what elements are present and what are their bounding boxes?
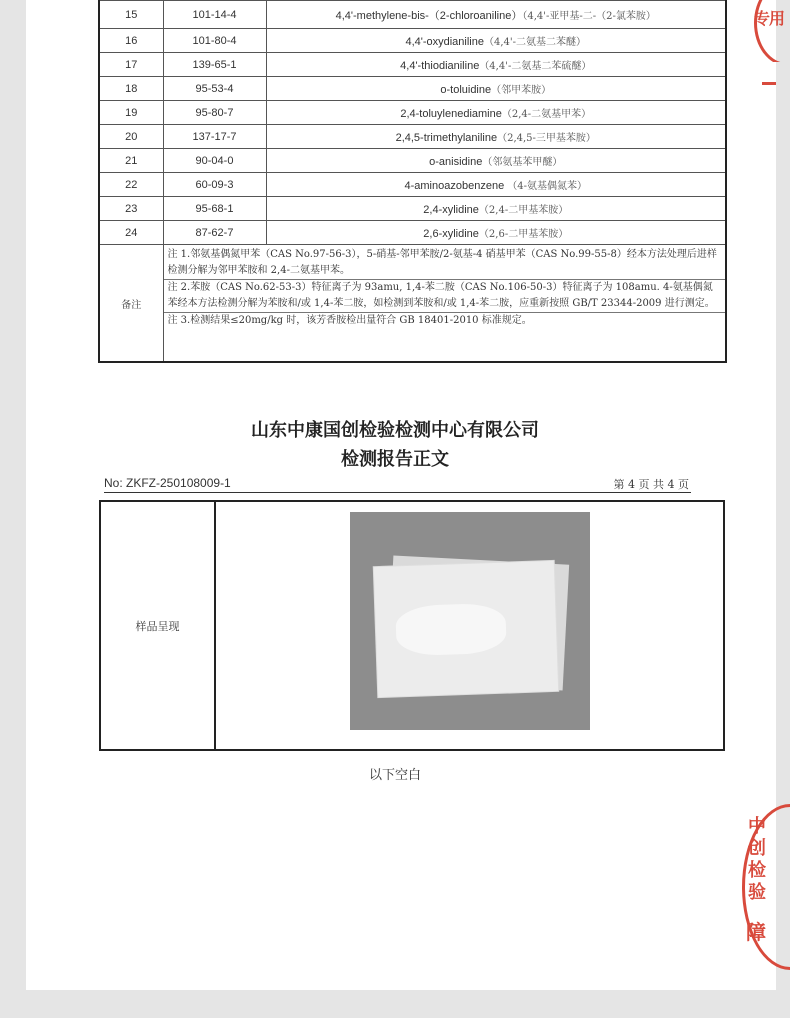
cas-number: 95-53-4 (163, 77, 266, 101)
amine-name (266, 221, 726, 245)
amine-english-name: 2,4-toluylenediamine (400, 108, 502, 120)
amine-chinese-name: （邻甲苯胺） (491, 85, 552, 96)
page-info: 第 4 页 共 4 页 (613, 478, 689, 491)
amine-english-name: 4-aminoazobenzene (404, 180, 508, 192)
amine-chinese-name: （邻氨基苯甲醚） (482, 157, 563, 168)
row-number: 18 (99, 77, 163, 101)
cas-number: 101-14-4 (163, 1, 266, 29)
cas-number: 95-80-7 (163, 101, 266, 125)
amine-chinese-name: （4-氨基偶氮苯） (507, 181, 587, 192)
amine-chinese-name: （4,4'-亚甲基-二-（2-氯苯胺） (522, 10, 656, 22)
amine-name (266, 1, 726, 29)
table-row (99, 77, 726, 101)
red-seal-stamp-bottom (738, 798, 790, 970)
red-seal-mark (762, 82, 776, 85)
report-title: 检测报告正文 (341, 449, 449, 470)
column-divider (214, 502, 216, 749)
cas-number: 60-09-3 (163, 173, 266, 197)
cas-number: 139-65-1 (163, 53, 266, 77)
amine-english-name: 2,4,5-trimethylaniline (395, 132, 498, 144)
amine-chinese-name: （4,4'-二氨基二苯醚） (484, 37, 587, 48)
amine-name (266, 77, 726, 101)
plastic-bag-sample (374, 561, 558, 697)
table-row (99, 1, 726, 29)
amine-english-name: 4,4'-thiodianiline (400, 60, 480, 72)
amine-english-name: 4,4'-oxydianiline (405, 36, 484, 48)
amine-english-name: o-anisidine (429, 156, 483, 168)
table-row (99, 29, 726, 53)
row-number: 23 (99, 197, 163, 221)
row-number: 22 (99, 173, 163, 197)
cas-number: 87-62-7 (163, 221, 266, 245)
aromatic-amines-table (98, 0, 727, 363)
table-row (99, 197, 726, 221)
cas-number: 137-17-7 (163, 125, 266, 149)
row-number: 20 (99, 125, 163, 149)
row-number: 24 (99, 221, 163, 245)
amine-chinese-name: （2,4-二氨基甲苯） (501, 109, 592, 120)
table-row (99, 101, 726, 125)
notes-row (99, 245, 726, 363)
amine-name (266, 125, 726, 149)
table-row (99, 125, 726, 149)
note-1: 注 1.邻氨基偶氮甲苯（CAS No.97-56-3），5-硝基-邻甲苯胺/2-氨基-4 硝基甲苯（CAS No.99-55-8）经本方法处理后进样检测分解为邻甲苯胺和 2,4-二氨基甲苯。 (167, 249, 717, 276)
table-row (99, 149, 726, 173)
table-row (99, 221, 726, 245)
amine-english-name: o-toluidine (440, 84, 492, 96)
amine-name (266, 149, 726, 173)
amine-chinese-name: （4,4'-二氨基二苯硫醚） (479, 61, 592, 72)
table-row (99, 53, 726, 77)
row-number: 17 (99, 53, 163, 77)
amine-chinese-name: （2,4-二甲基苯胺） (478, 205, 569, 216)
company-name: 山东中康国创检验检测中心有限公司 (251, 420, 539, 441)
row-number: 15 (99, 1, 163, 29)
amine-english-name: 2,4-xylidine (423, 204, 479, 216)
row-number: 21 (99, 149, 163, 173)
amine-chinese-name: （2,6-二甲基苯胺） (478, 229, 569, 240)
seal-text-top: 专用 (754, 9, 785, 28)
amine-name (266, 197, 726, 221)
note-2: 注 2.苯胺（CAS No.62-53-3）特征离子为 93amu, 1,4-苯二胺（CAS No.106-50-3）特征离子为 108amu. 4-氨基偶氮苯经本方法检测分解为苯胺和/或 1,4-苯二胺，如检测到苯胺和/或 1,4-苯二胺，应重新按照 GB/T 23344-2009 进行测定。 (164, 279, 726, 312)
amine-name (266, 101, 726, 125)
amine-chinese-name: （2,4,5-三甲基苯胺） (497, 133, 596, 144)
row-number: 16 (99, 29, 163, 53)
red-seal-stamp-top (746, 0, 790, 62)
amine-english-name: 4,4'-methylene-bis-（2-chloroaniline） (335, 9, 523, 22)
notes-label: 备注 (99, 245, 163, 363)
cas-number: 90-04-0 (163, 149, 266, 173)
amine-table-body (99, 1, 726, 245)
row-number: 19 (99, 101, 163, 125)
cas-number: 101-80-4 (163, 29, 266, 53)
bag-sheen (395, 603, 507, 657)
notes-cell (163, 245, 726, 363)
cas-number: 95-68-1 (163, 197, 266, 221)
table-row (99, 173, 726, 197)
amine-name (266, 29, 726, 53)
seal-text-bottom-2: 障 (746, 920, 766, 944)
sample-presentation-box (99, 500, 725, 751)
report-meta-row (104, 476, 691, 493)
sample-photo (350, 512, 590, 730)
sample-label: 样品呈现 (135, 620, 180, 633)
note-3: 注 3.检测结果≤20mg/kg 时，该芳香胺检出量符合 GB 18401-2010 标准规定。 (164, 312, 726, 329)
blank-below-note: 以下空白 (368, 768, 421, 783)
amine-name (266, 173, 726, 197)
amine-english-name: 2,6-xylidine (423, 228, 479, 240)
report-number: No: ZKFZ-250108009-1 (104, 476, 231, 490)
seal-text-bottom: 中创检验 (748, 816, 766, 903)
amine-name (266, 53, 726, 77)
